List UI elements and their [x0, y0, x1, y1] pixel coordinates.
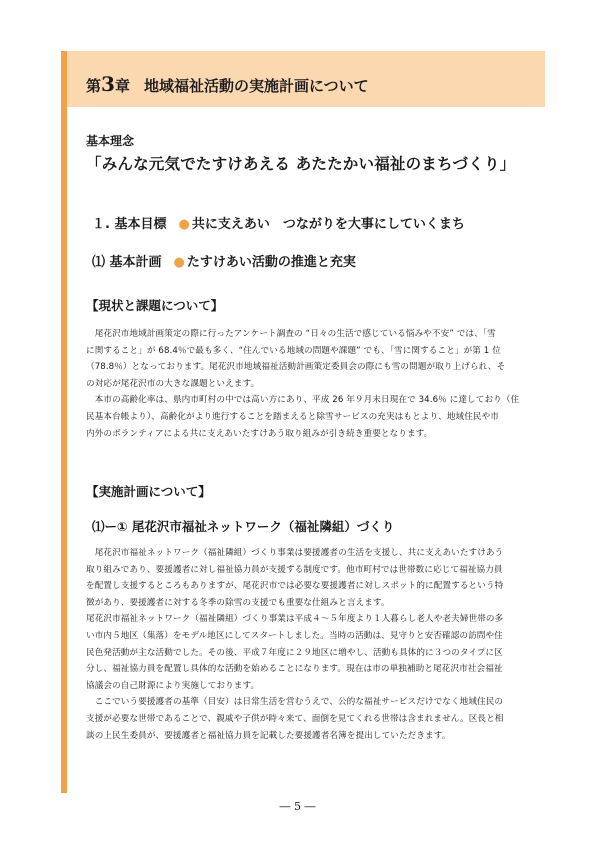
text-line: 内外のボランティアによる共に支えあいたすけあう取り組みが引き続き重要となります。	[86, 428, 433, 439]
current-issues-paragraph	[86, 326, 546, 442]
section-heading-current-issues: 【現状と課題について】	[86, 298, 224, 313]
chapter-suffix: 章	[114, 77, 130, 95]
text-line: 支援が必要な世帯であることで、親戚や子供が時々来て、面倒を見てくれる世帯は含まれません。区長と相	[86, 713, 504, 724]
text-line: 民色発活動が主な活動でした。その後、平成７年度に２９地区に増やし、活動も具体的に３つのタイプに区	[86, 647, 503, 658]
philosophy-slogan: 「みんな元気でたすけあえる あたたかい福祉のまちづくり」	[86, 154, 516, 173]
text-line: 協議会の自己財源により実施しております。	[86, 680, 260, 691]
text-line: 取り組みであり、要援護者に対し福祉協力員が支援する制度です。他市町村では世帯数に応じて福祉協力員	[86, 564, 503, 575]
text-line: 談の上民生委員が、要援護者と福祉協力員を記載した要援護者名簿を提出していただきます。	[86, 730, 451, 741]
text-line: ここでいう要援護者の基準（目安）は日常生活を営むうえで、公的な福祉サービスだけでなく地域住民の	[86, 697, 504, 708]
text-line: 尾花沢市地域計画策定の際に行ったアンケート調査の “日々の生活で感じている悩みや不安” では、「雪	[86, 329, 496, 339]
text-line: 徴があり、要援護者に対する冬季の除雪の支援でも重要な仕組みと言えます。	[86, 597, 390, 608]
subsection-heading: ⑴ー① 尾花沢市福祉ネットワーク（福祉隣組）づくり	[92, 519, 395, 534]
text-line: 民基本台帳より）、高齢化がより進行することを踏まえると除雪サービスの充実はもとより、地域住民や市	[86, 411, 500, 422]
basic-plan	[92, 251, 356, 270]
implementation-paragraph	[86, 545, 546, 744]
philosophy-label: 基本理念	[86, 134, 135, 148]
text-line: 分し、福祉協力員を配置し具体的な活動を始めることになります。現在は市の単独補助と尾花沢市社会福祉	[86, 664, 503, 675]
text-line: を配置し支援するところもありますが、尾花沢市では必要な要援護者に対しスポット的に配置するという特	[86, 581, 504, 592]
chapter-number: 3	[101, 72, 115, 96]
orange-bullet-icon: ●	[178, 217, 190, 232]
section-heading-implementation: 【実施計画について】	[86, 484, 211, 499]
basic-goal-text: 共に支えあい つながりを大事にしていくまち	[191, 217, 465, 232]
text-line: （78.8％）となっております。尾花沢市地域福祉活動計画策定委員会の際にも雪の問題が取り上げられ、そ	[86, 362, 506, 373]
chapter-sidebar-bar	[61, 51, 67, 793]
basic-goal-label: １. 基本目標	[92, 217, 167, 232]
chapter-title-text: 地域福祉活動の実施計画について	[143, 77, 369, 95]
text-line: 本市の高齢化率は、県内市町村の中では高い方にあり、平成 26 年９月末日現在で 34.6％ に達しており（住	[86, 395, 520, 406]
basic-plan-label: ⑴ 基本計画	[92, 255, 162, 270]
chapter-title	[86, 72, 369, 98]
text-line: 尾花沢市福祉ネットワーク（福祉隣組）づくり事業は平成４～５年度より１人暮らし老人や老夫婦世帯の多	[86, 614, 504, 625]
basic-plan-text: たすけあい活動の推進と充実	[186, 255, 356, 270]
orange-bullet-icon: ●	[173, 255, 185, 270]
text-line: に関すること」が 68.4％で最も多く、“住んでいる地域の問題や課題” でも、「雪に関すること」が第 1 位	[86, 345, 501, 356]
text-line: の対応が尾花沢市の大きな課題といえます。	[86, 378, 260, 389]
basic-goal	[92, 213, 465, 232]
text-line: い市内５地区（集落）をモデル地区にしてスタートしました。当時の活動は、見守りと安否確認の訪問や住	[86, 630, 503, 641]
text-line: 尾花沢市福祉ネットワーク（福祉隣組）づくり事業は要援護者の生活を支援し、共に支えあいたすけあう	[86, 548, 504, 558]
page-number: ― 5 ―	[279, 800, 316, 813]
chapter-prefix: 第	[86, 77, 102, 95]
